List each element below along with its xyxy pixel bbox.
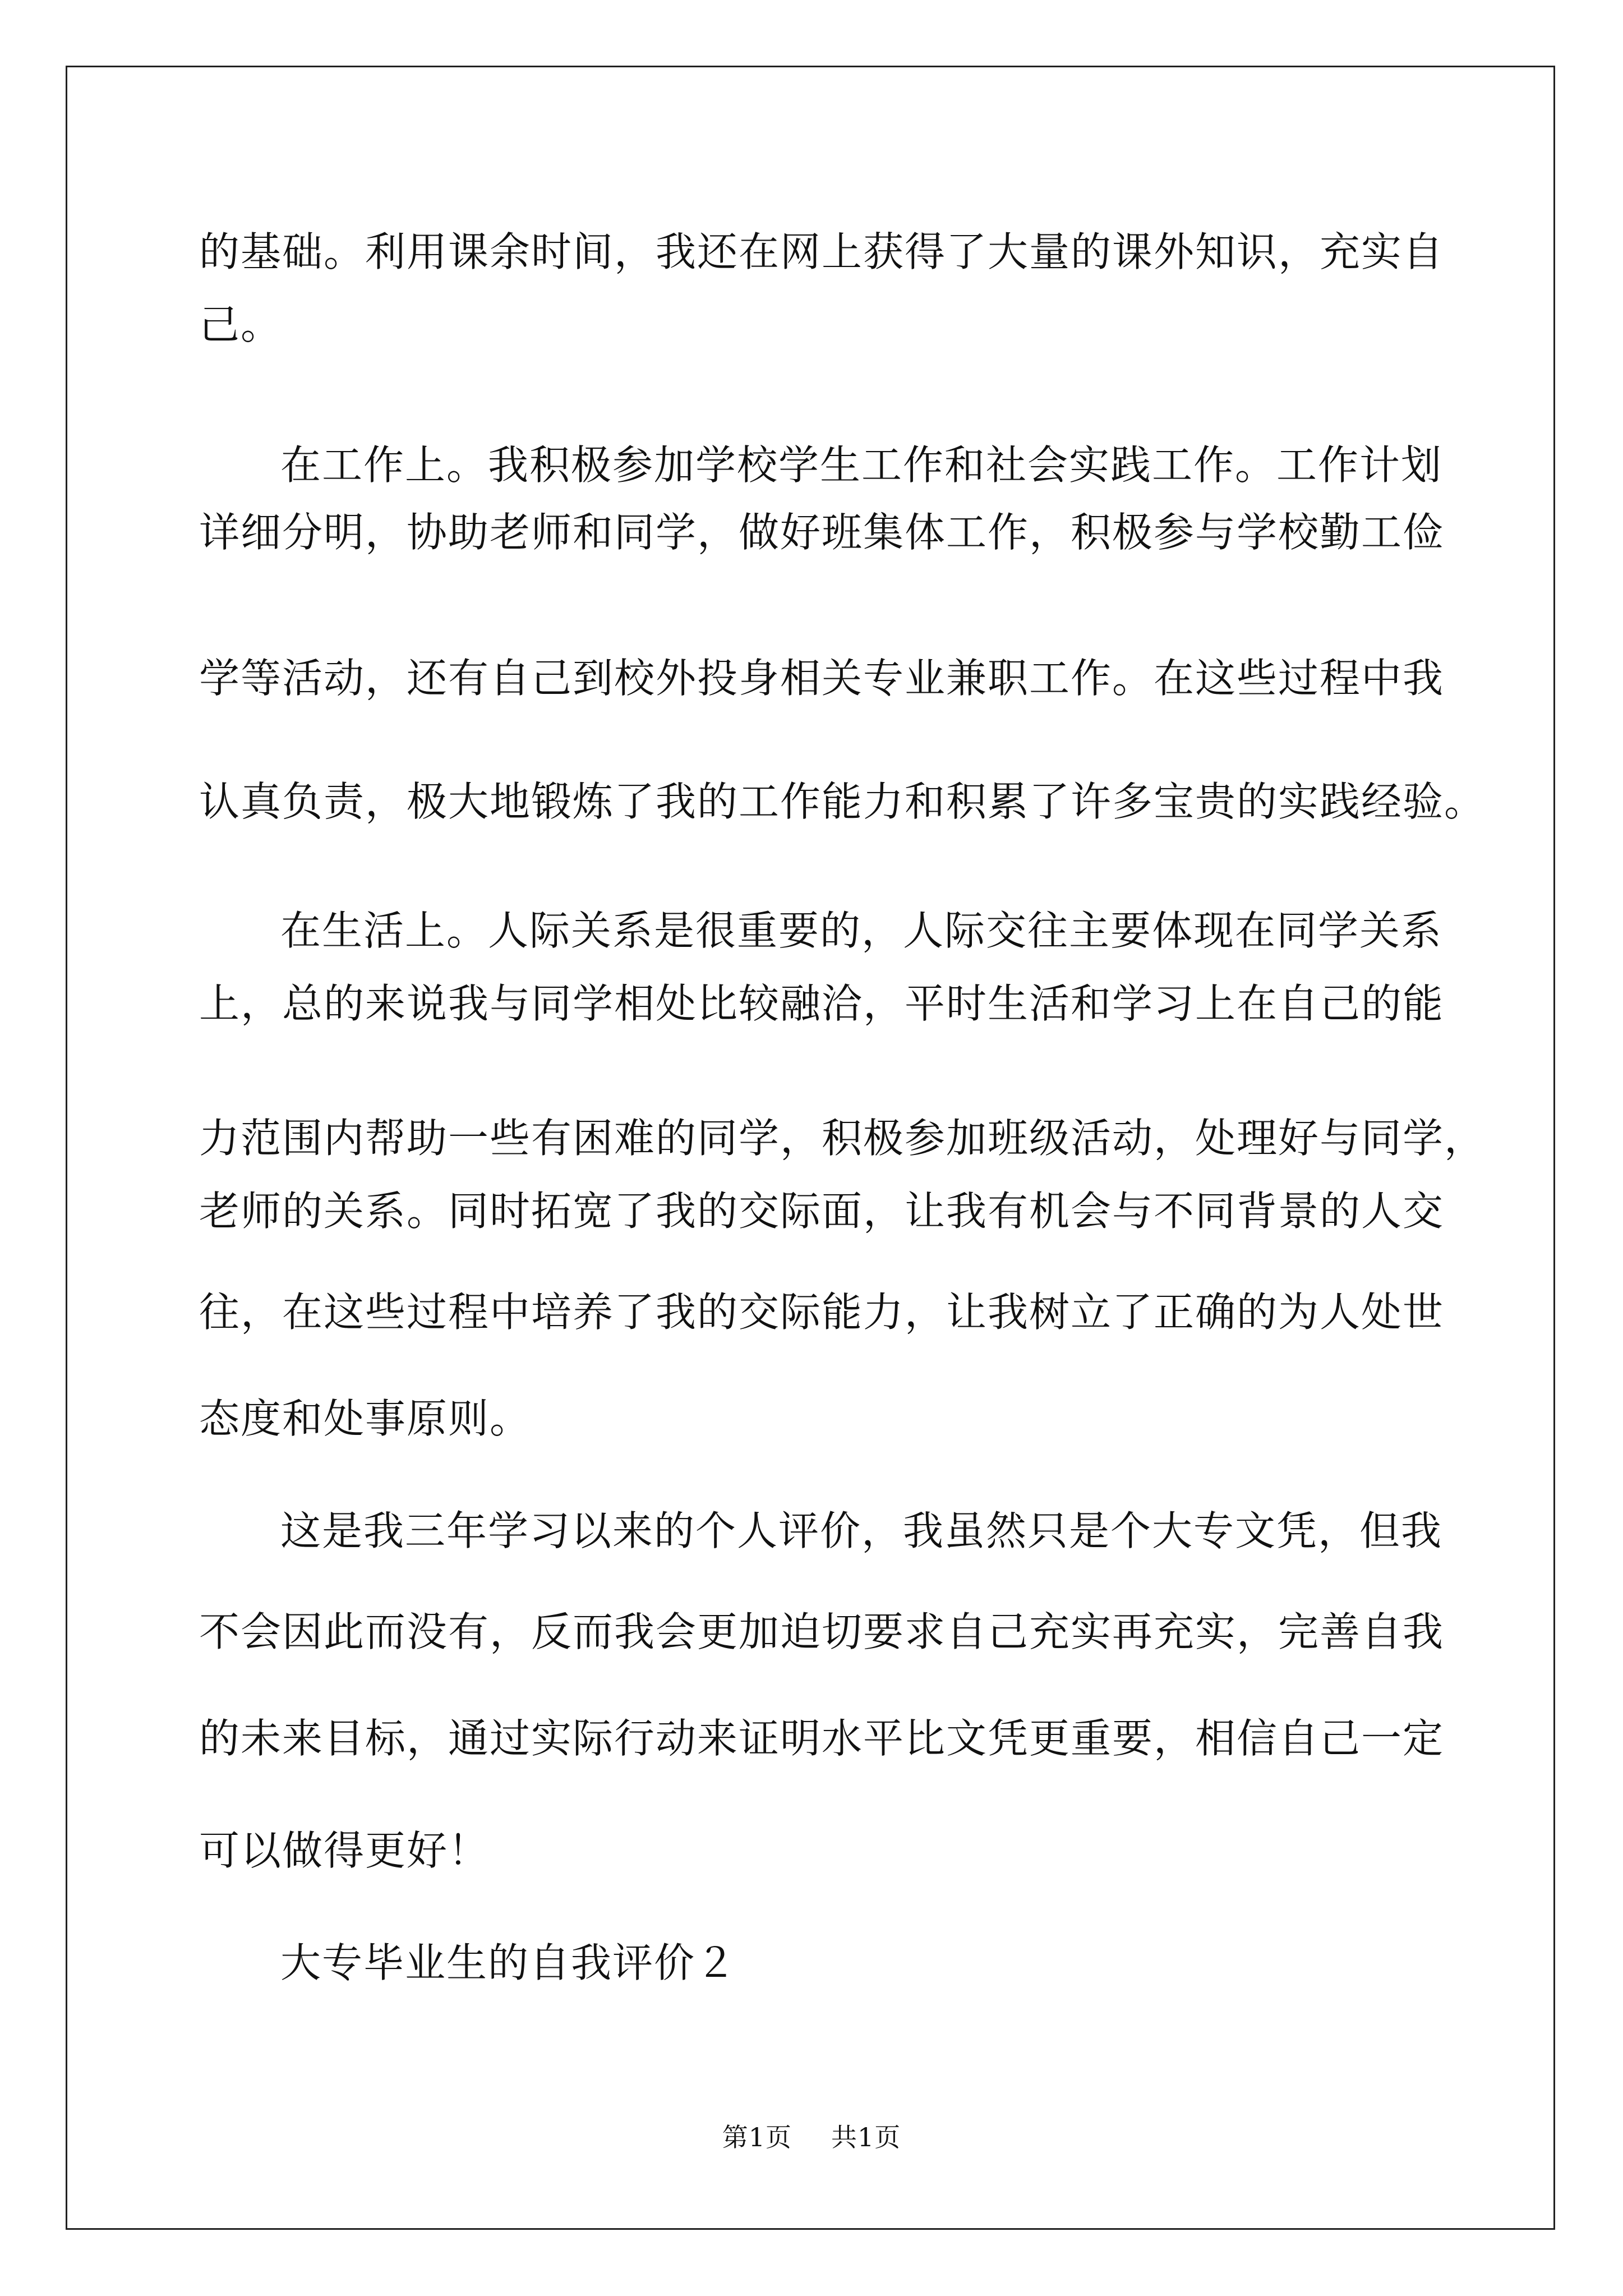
text-line: 在工作上。我积极参加学校学生工作和社会实践工作。工作计划	[280, 441, 1443, 489]
section-heading: 大专毕业生的自我评价２	[280, 1939, 737, 1986]
text-line: 上，总的来说我与同学相处比较融洽，平时生活和学习上在自己的能	[199, 980, 1445, 1027]
text-line: 的基础。利用课余时间，我还在网上获得了大量的课外知识，充实自	[199, 228, 1445, 275]
text-line: 这是我三年学习以来的个人评价，我虽然只是个大专文凭，但我	[280, 1507, 1443, 1554]
page-number: 第1页	[722, 2122, 792, 2152]
page-footer	[0, 2120, 1623, 2154]
text-line: 不会因此而没有，反而我会更加迫切要求自己充实再充实，完善自我	[199, 1608, 1445, 1655]
text-line: 力范围内帮助一些有困难的同学，积极参加班级活动，处理好与同学，	[199, 1115, 1486, 1162]
text-line: 的未来目标，通过实际行动来证明水平比文凭更重要，相信自己一定	[199, 1715, 1445, 1762]
text-line: 在生活上。人际关系是很重要的，人际交往主要体现在同学关系	[280, 907, 1443, 954]
page-total: 共1页	[831, 2122, 901, 2152]
text-line: 学等活动，还有自己到校外投身相关专业兼职工作。在这些过程中我	[199, 655, 1445, 702]
text-line: 认真负责，极大地锻炼了我的工作能力和积累了许多宝贵的实践经验。	[199, 778, 1486, 825]
text-line: 己。	[199, 301, 283, 348]
text-line: 可以做得更好！	[199, 1827, 490, 1874]
text-line: 态度和处事原则。	[199, 1395, 532, 1442]
text-line: 老师的关系。同时拓宽了我的交际面，让我有机会与不同背景的人交	[199, 1188, 1445, 1235]
text-line: 详细分明，协助老师和同学，做好班集体工作，积极参与学校勤工俭	[199, 509, 1445, 556]
text-line: 往，在这些过程中培养了我的交际能力，让我树立了正确的为人处世	[199, 1289, 1445, 1336]
